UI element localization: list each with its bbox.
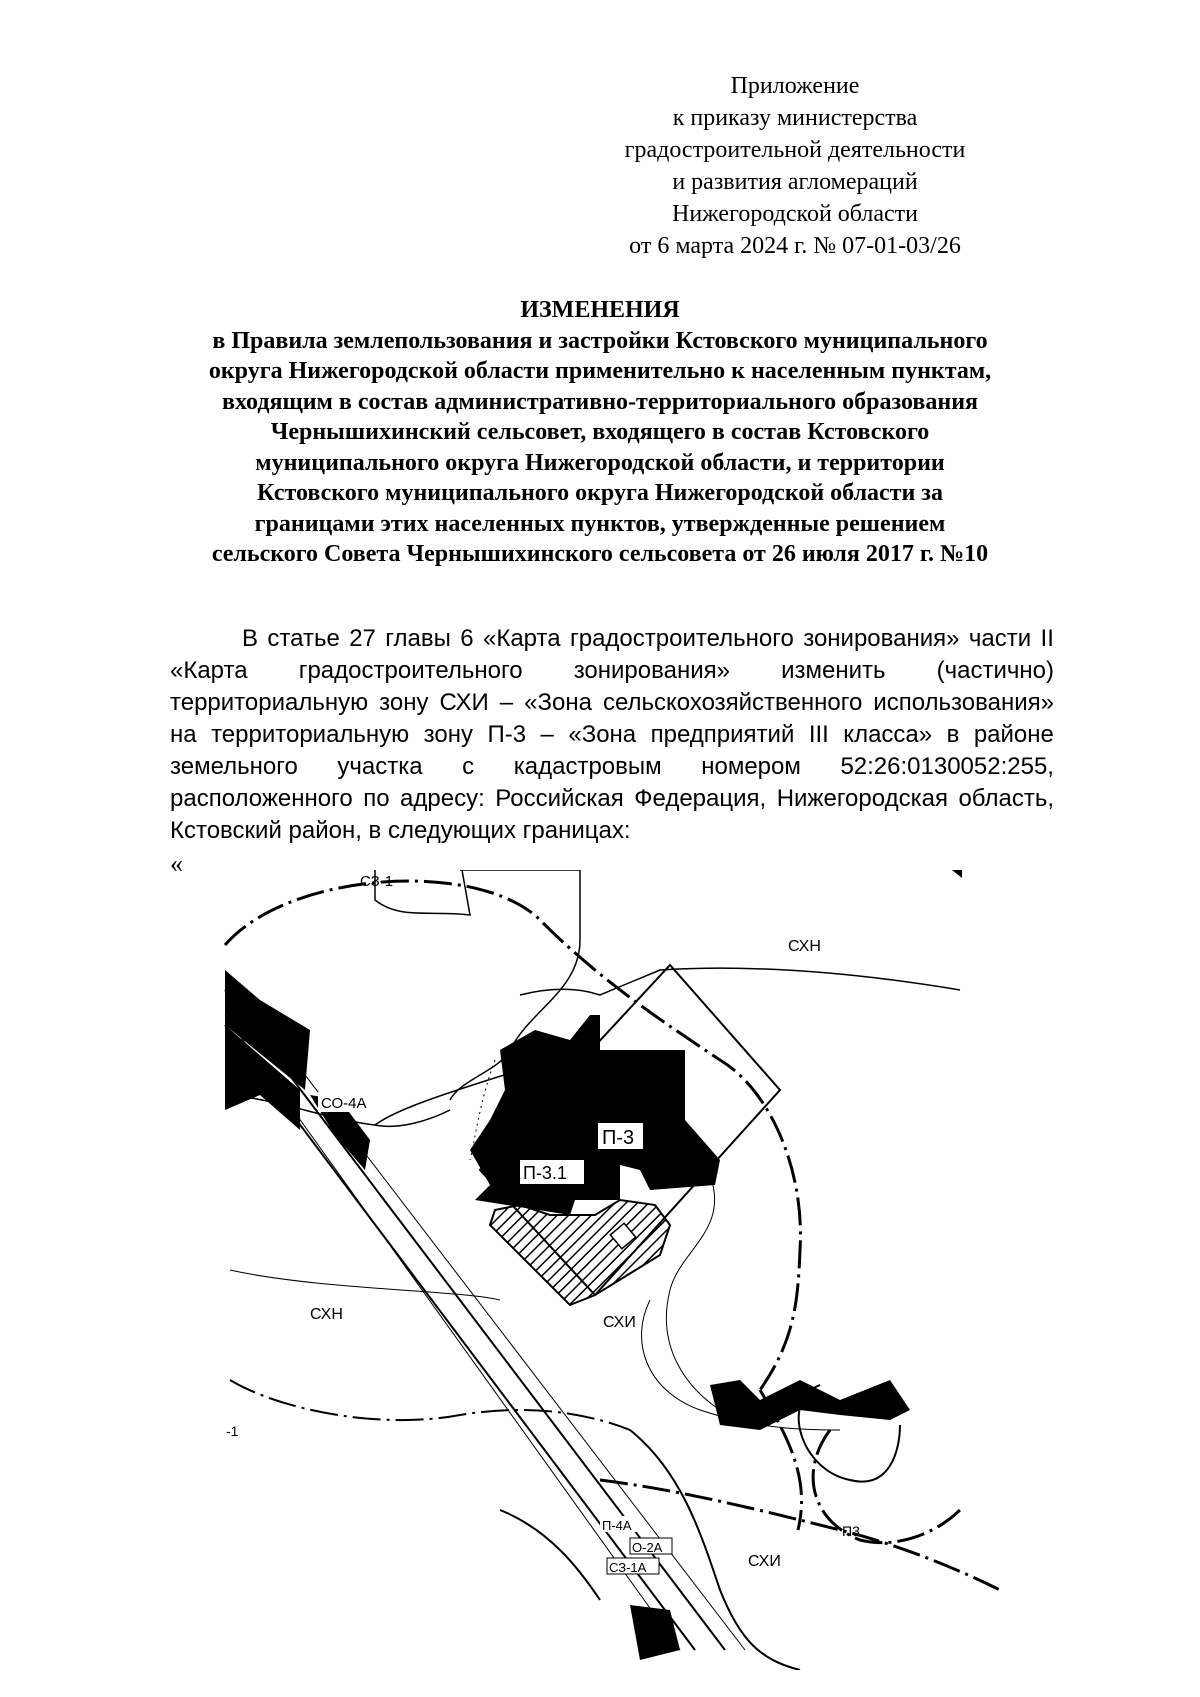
title-line: муниципального округа Нижегородской области, и территории [255,449,945,476]
body-line [170,623,1054,655]
map-label: СХН [788,938,821,955]
title-line: Кстовского муниципального округа Нижегородской области за [257,480,943,506]
title-line: границами этих населенных пунктов, утвержденные решением [254,510,946,537]
body-word: главы [385,625,451,652]
body-word: зонирования» [803,625,960,652]
body-word: изменить [781,657,886,684]
map-label: О-2А [632,1540,663,1555]
label-box-p31 [520,1160,584,1184]
body-word: сельскохозяйственного [602,689,863,716]
body-word: расположенного [170,785,353,812]
body-word: II [1040,625,1054,652]
body-line [170,687,1054,719]
body-line [170,719,1054,751]
body-word: адресу: [400,785,485,812]
map-label: П-4А [602,1518,632,1533]
body-word: «Карта [170,657,248,684]
body-word: районе [973,721,1054,748]
body-line [170,751,1054,783]
body-word: территориальную [170,689,369,716]
map-label: СЗ-1А [609,1560,647,1575]
body-word: 27 [349,625,376,652]
body-word: участка [337,753,423,780]
body-word: номером [701,753,801,780]
body-word: В [242,625,259,652]
body-word: градостроительного [298,657,523,684]
label-box-p4a [600,1516,642,1533]
body-word: предприятий [650,721,795,748]
title-heading: ИЗМЕНЕНИЯ [520,297,680,323]
body-word: использования» [873,689,1054,716]
body-word: кадастровым [513,753,662,780]
body-word: «Зона [568,721,637,748]
map-label: П-3.1 [523,1163,567,1183]
document-title [150,295,1050,570]
body-word: зонирования» [573,657,730,684]
title-line: входящим в состав административно-территориального образования [221,388,979,415]
body-word: (частично) [936,657,1054,684]
body-word: в [946,721,960,748]
map-label: П-3 [602,1127,635,1149]
body-word: – [540,721,554,748]
body-word: – [499,689,514,716]
title-line: в Правила землепользования и застройки Кстовского муниципального [212,327,988,354]
body-word: «Зона [524,689,592,716]
body-word: 52:26:0130052:255, [840,753,1054,780]
body-word: П-3 [487,721,527,748]
title-line: сельского Совета Чернышихинского сельсовета от 26 июля 2017 г. №10 [211,541,989,567]
body-word: «Карта [483,625,561,652]
body-word: земельного [170,753,298,780]
body-word: Нижегородская [776,785,948,812]
body-word: территориальную [211,721,410,748]
body-word: СХИ [439,689,489,716]
body-word: на [170,721,197,748]
map-label: -1 [226,1423,239,1439]
map-label: СХИ [748,1553,781,1570]
map-label: П3 [842,1523,860,1539]
approval-block [600,70,990,262]
body-word: градостроительного [569,625,794,652]
body-word: область, [958,785,1054,812]
label-box-so4a [318,1092,376,1112]
body-word: Федерация, [634,785,767,812]
approval-line: градостроительной деятельности [624,137,966,163]
map-label: СЗ-1 [360,873,394,890]
map-label: СО-4А [321,1095,367,1112]
body-word: части [968,625,1032,652]
body-word: III [808,721,829,748]
approval-line: Приложение [730,73,860,99]
body-word: Российская [495,785,624,812]
body-word: зону [423,721,473,748]
approval-line: и развития агломераций [672,169,918,195]
label-box-sz1a [607,1558,659,1575]
body-line [170,783,1054,815]
label-box-o2a [630,1538,672,1555]
body-word: статье [267,625,340,652]
approval-line: от 6 марта 2024 г. № 07-01-03/26 [629,233,961,259]
body-word: с [462,753,475,780]
body-paragraph [170,623,1054,847]
title-line: Чернышихинский сельсовет, входящего в состав Кстовского [270,419,930,445]
body-line: Кстовский район, в следующих границах: [170,817,631,844]
approval-line: к приказу министерства [672,105,918,131]
body-word: 6 [460,625,474,652]
body-word: по [363,785,390,812]
approval-line: Нижегородской области [671,201,919,227]
label-box-p3 [598,1123,643,1149]
map-label: СХИ [603,1314,636,1331]
body-word: зону [379,689,429,716]
title-line: округа Нижегородской области применительно к населенным пунктам, [208,358,992,384]
body-line [170,655,1054,687]
body-word: класса» [843,721,933,748]
map-label: СХН [310,1306,343,1323]
opening-quote: « [170,849,183,878]
zoning-map [200,870,1060,1670]
